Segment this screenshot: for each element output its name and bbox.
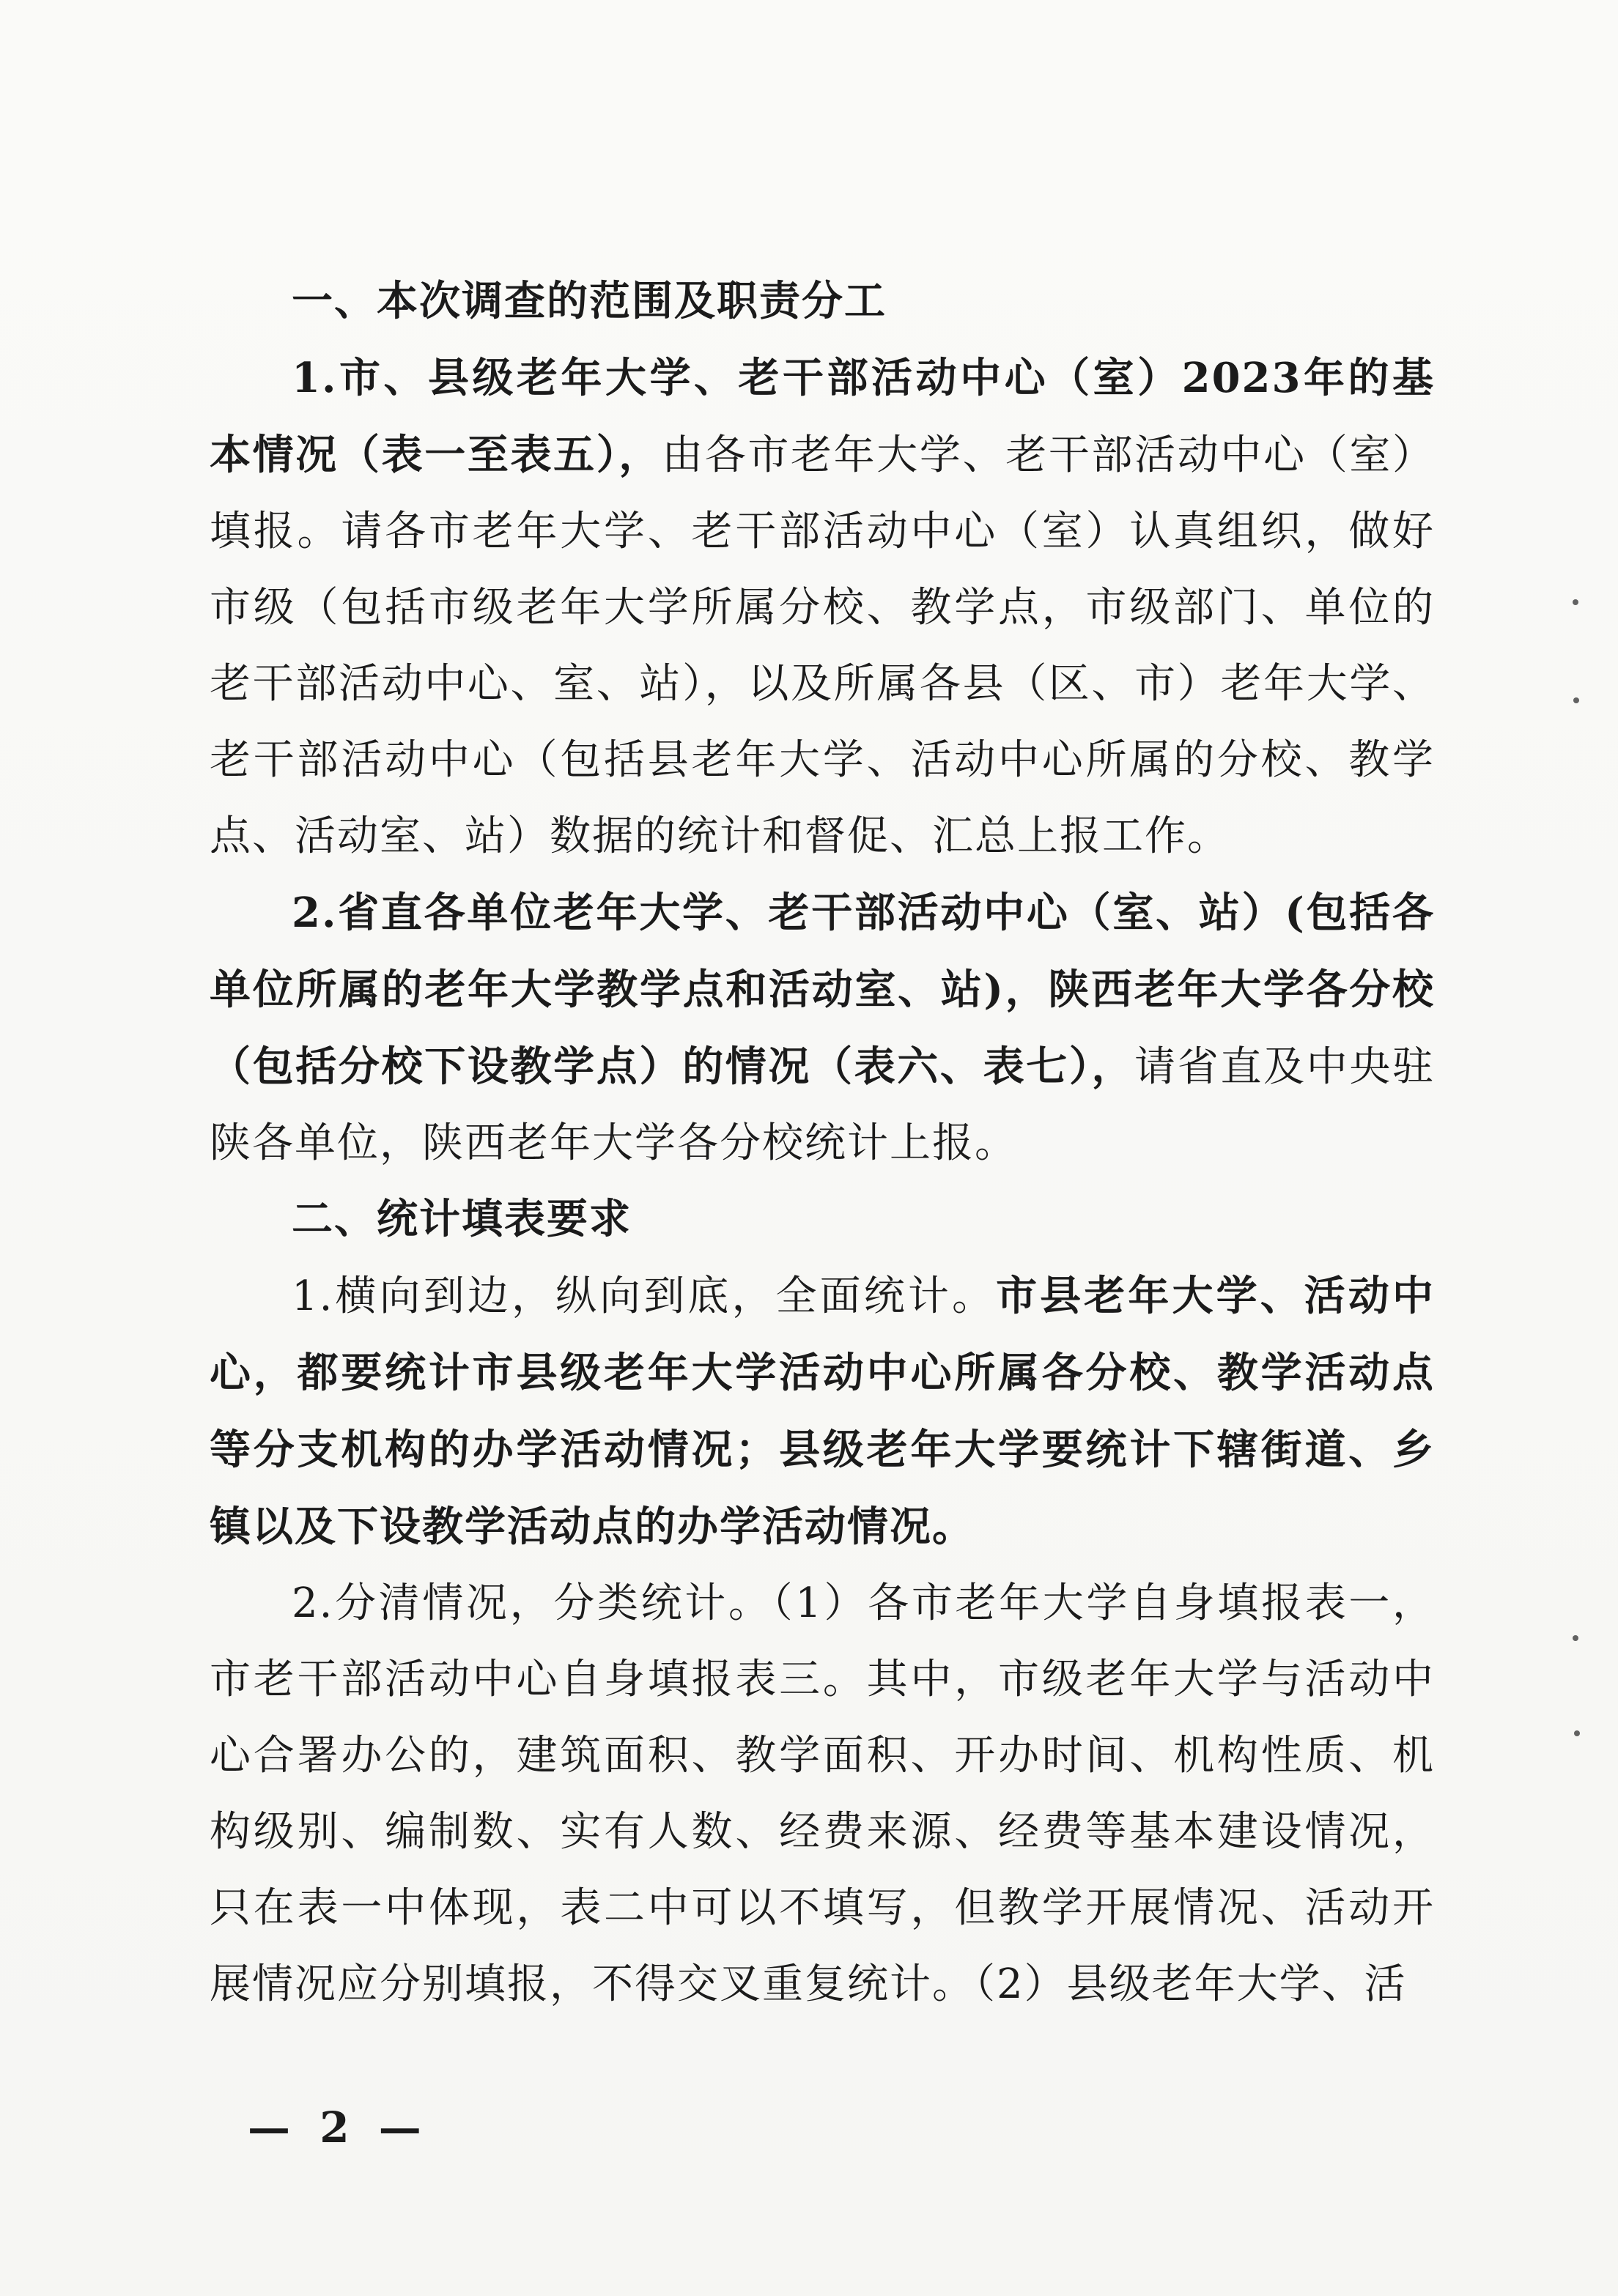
section1-item2-bold-text: 2.省直各单位老年大学、老干部活动中心（室、站）(包括各单位所属的老年大学教学点和活动室、站)，陕西老年大学各分校（包括分校下设教学点）的情况（表六、表七）， (210, 889, 1435, 1091)
page-number: — 2 — (248, 2103, 429, 2152)
section1-item1-text: 由各市老年大学、老干部活动中心（室）填报。请各市老年大学、老干部活动中心（室）认真组织，做好市级（包括市级老年大学所属分校、教学点，市级部门、单位的老干部活动中心、室、站），以及所属各县（区、市）老年大学、老干部活动中心（包括县老年大学、活动中心所属的分校、教学点、活动室、站）数据的统计和督促、汇总上报工作。 (210, 432, 1436, 860)
scan-mark (1573, 1635, 1578, 1641)
scan-mark (1573, 697, 1579, 703)
section2-heading: 二、统计填表要求 (292, 1196, 632, 1243)
section1-item2-paragraph (210, 875, 1435, 1182)
section1-item1-bold-text: 1.市、县级老年大学、老干部活动中心（室）2023年的基本情况（表一至表五）， (210, 354, 1435, 479)
scan-mark (1574, 1730, 1580, 1736)
section2-item1-paragraph (210, 1258, 1435, 1566)
section1-item1-paragraph (210, 340, 1435, 875)
section1-heading: 一、本次调查的范围及职责分工 (292, 278, 887, 325)
section1-item2-text: 请省直及中央驻陕各单位，陕西老年大学各分校统计上报。 (210, 1043, 1436, 1167)
section2-item1-text: 1.横向到边，纵向到底，全面统计。 (292, 1273, 997, 1320)
section2-item2-paragraph: 2.分清情况，分类统计。（1）各市老年大学自身填报表一，市老干部活动中心自身填报表三。其中，市级老年大学与活动中心合署办公的，建筑面积、教学面积、开办时间、机构性质、机构级别、编制数、实有人数、经费来源、经费等基本建设情况，只在表一中体现，表二中可以不填写，但教学开展情况、活动开展情况应分别填报，不得交叉重复统计。（2）县级老年大学、活 (210, 1580, 1435, 2008)
section2-item1-bold-text: 市县老年大学、活动中心，都要统计市县级老年大学活动中心所属各分校、教学活动点等分支机构的办学活动情况；县级老年大学要统计下辖街道、乡镇以及下设教学活动点的办学活动情况。 (210, 1272, 1436, 1551)
document-body (210, 264, 1435, 2023)
scan-mark (1573, 599, 1578, 605)
